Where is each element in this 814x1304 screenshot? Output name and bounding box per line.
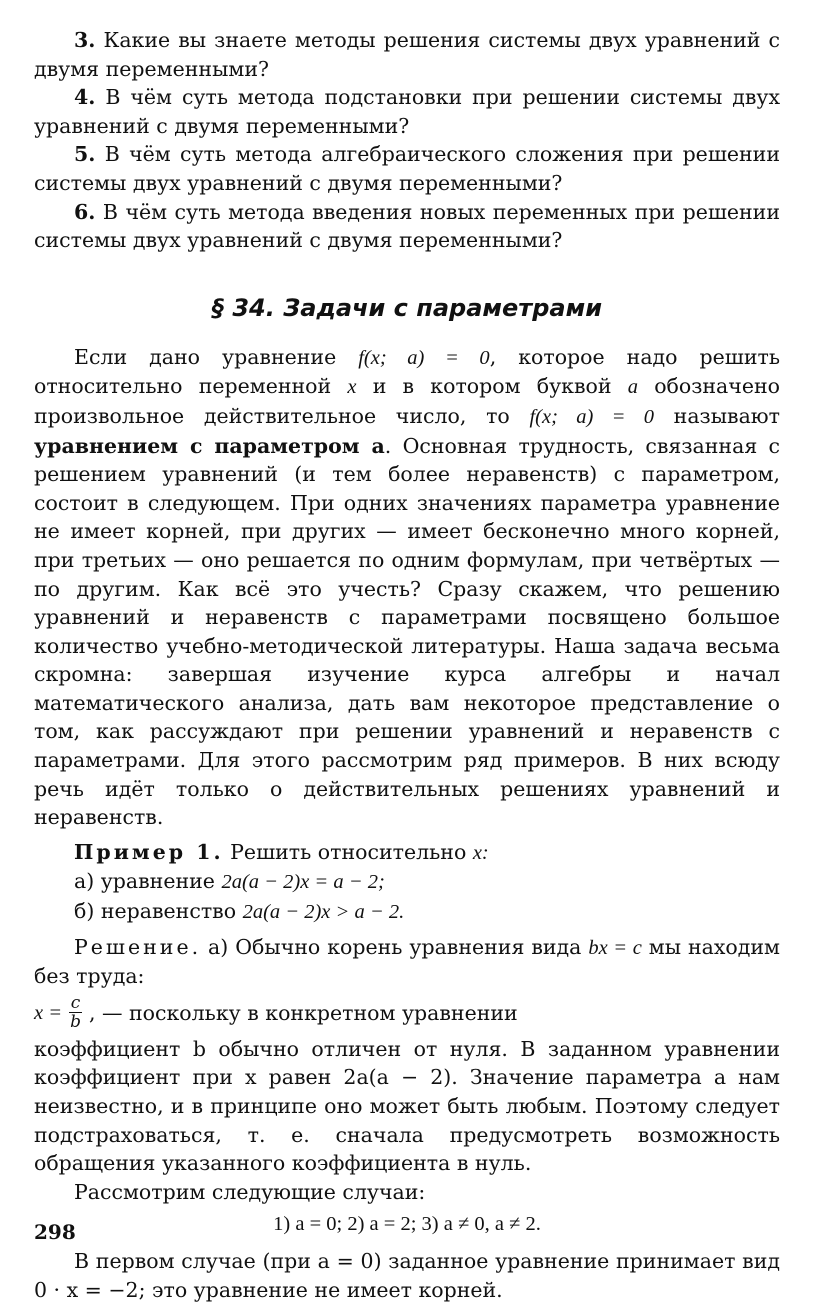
intro-text: , которое надо решить относительно переменной bbox=[34, 344, 780, 399]
solution-label: Решение. bbox=[74, 934, 202, 959]
intro-text: и в котором буквой bbox=[356, 374, 628, 399]
formula: 2a(a − 2)x = a − 2; bbox=[221, 871, 385, 894]
fraction-denominator: b bbox=[70, 1012, 81, 1033]
fraction bbox=[68, 994, 83, 1031]
item-label: а) уравнение bbox=[74, 869, 222, 894]
question-number: 4. bbox=[74, 85, 96, 110]
example-statement bbox=[34, 838, 780, 868]
question-number: 5. bbox=[74, 142, 96, 167]
solution-text: а) Обычно корень уравнения вида bbox=[201, 934, 589, 959]
formula: x = bbox=[34, 1001, 63, 1024]
page-number: 298 bbox=[34, 1220, 76, 1244]
example-item-a bbox=[34, 867, 780, 897]
intro-text: обозначено произвольное действительное число, то bbox=[34, 374, 780, 428]
question-3 bbox=[34, 26, 780, 83]
intro-paragraph bbox=[34, 343, 780, 832]
question-number: 3. bbox=[74, 28, 96, 52]
solution-paragraph-2: коэффициент b обычно отличен от нуля. В заданном уравнении коэффициент при x равен 2a(a − 2). Значение параметра a нам неизвестно, и в принципе оно может быть любым. Поэтому следует подстраховаться, т. е. сначала предусмотреть возможность обращения указанного коэффициента в нуль. bbox=[34, 1036, 780, 1176]
solution bbox=[34, 933, 780, 1304]
example-1 bbox=[34, 838, 780, 927]
defined-term: уравнением с параметром a bbox=[34, 433, 385, 458]
formula: 2a(a − 2)x > a − 2. bbox=[242, 901, 405, 924]
variable: a bbox=[627, 376, 638, 399]
example-label: Пример 1. bbox=[74, 839, 224, 864]
question-text: В чём суть метода подстановки при решении системы двух уравнений с двумя переменными? bbox=[34, 85, 780, 138]
section-title: § 34. Задачи с параметрами bbox=[211, 293, 603, 322]
question-text: В чём суть метода алгебраического сложения при решении системы двух уравнений с двумя переменными? bbox=[34, 142, 780, 195]
solution-text: , — поскольку в конкретном уравнении bbox=[88, 1000, 518, 1025]
review-questions bbox=[34, 26, 780, 255]
variable: x: bbox=[472, 841, 489, 864]
example-item-b bbox=[34, 897, 780, 927]
intro-text: . Основная трудность, связанная с решением уравнений (и тем более неравенств) с параметром, состоит в следующем. При одних значениях параметра уравнение не имеет корней, при других — имеет бесконечно много корней, при третьих — оно решается по одним формулам, при четвёртых — по другим. Как всё это учесть? Сразу скажем, что решению уравнений и неравенств с параметрами посвящено большое количество учебно-методической литературы. Наша задача весьма скромна: завершая изучение курса алгебры и начал математического анализа, дать вам некоторое представление о том, как рассуждают при решении уравнений и неравенств с параметрами. Для этого рассмотрим ряд примеров. В них всюду речь идёт только о действительных решениях уравнений и неравенств. bbox=[34, 433, 780, 830]
case-1-paragraph: В первом случае (при a = 0) заданное уравнение принимает вид 0 · x = −2; это уравнение не имеет корней. bbox=[34, 1248, 780, 1302]
variable: x bbox=[347, 376, 357, 399]
example-text: Решить относительно bbox=[223, 839, 473, 864]
fraction-line bbox=[34, 991, 780, 1035]
cases-intro: Рассмотрим следующие случаи: bbox=[74, 1179, 426, 1204]
question-text: Какие вы знаете методы решения системы двух уравнений с двумя переменными? bbox=[34, 28, 780, 81]
cases-list: 1) a = 0; 2) a = 2; 3) a ≠ 0, a ≠ 2. bbox=[273, 1213, 541, 1236]
question-6 bbox=[34, 198, 780, 255]
solution-paragraph-1 bbox=[34, 933, 780, 991]
question-text: В чём суть метода введения новых переменных при решении системы двух уравнений с двумя переменными? bbox=[34, 199, 780, 253]
question-number: 6. bbox=[74, 199, 96, 224]
question-4 bbox=[34, 83, 780, 140]
intro-text: называют bbox=[653, 403, 780, 428]
formula: f(x; a) = 0 bbox=[358, 346, 490, 369]
solution-text: мы находим без труда: bbox=[34, 934, 780, 989]
question-5 bbox=[34, 140, 780, 197]
formula: bx = c bbox=[588, 936, 642, 959]
formula: f(x; a) = 0 bbox=[529, 405, 654, 428]
fraction-numerator: c bbox=[70, 993, 81, 1014]
item-label: б) неравенство bbox=[74, 899, 243, 924]
intro-text: Если дано уравнение bbox=[74, 344, 359, 369]
